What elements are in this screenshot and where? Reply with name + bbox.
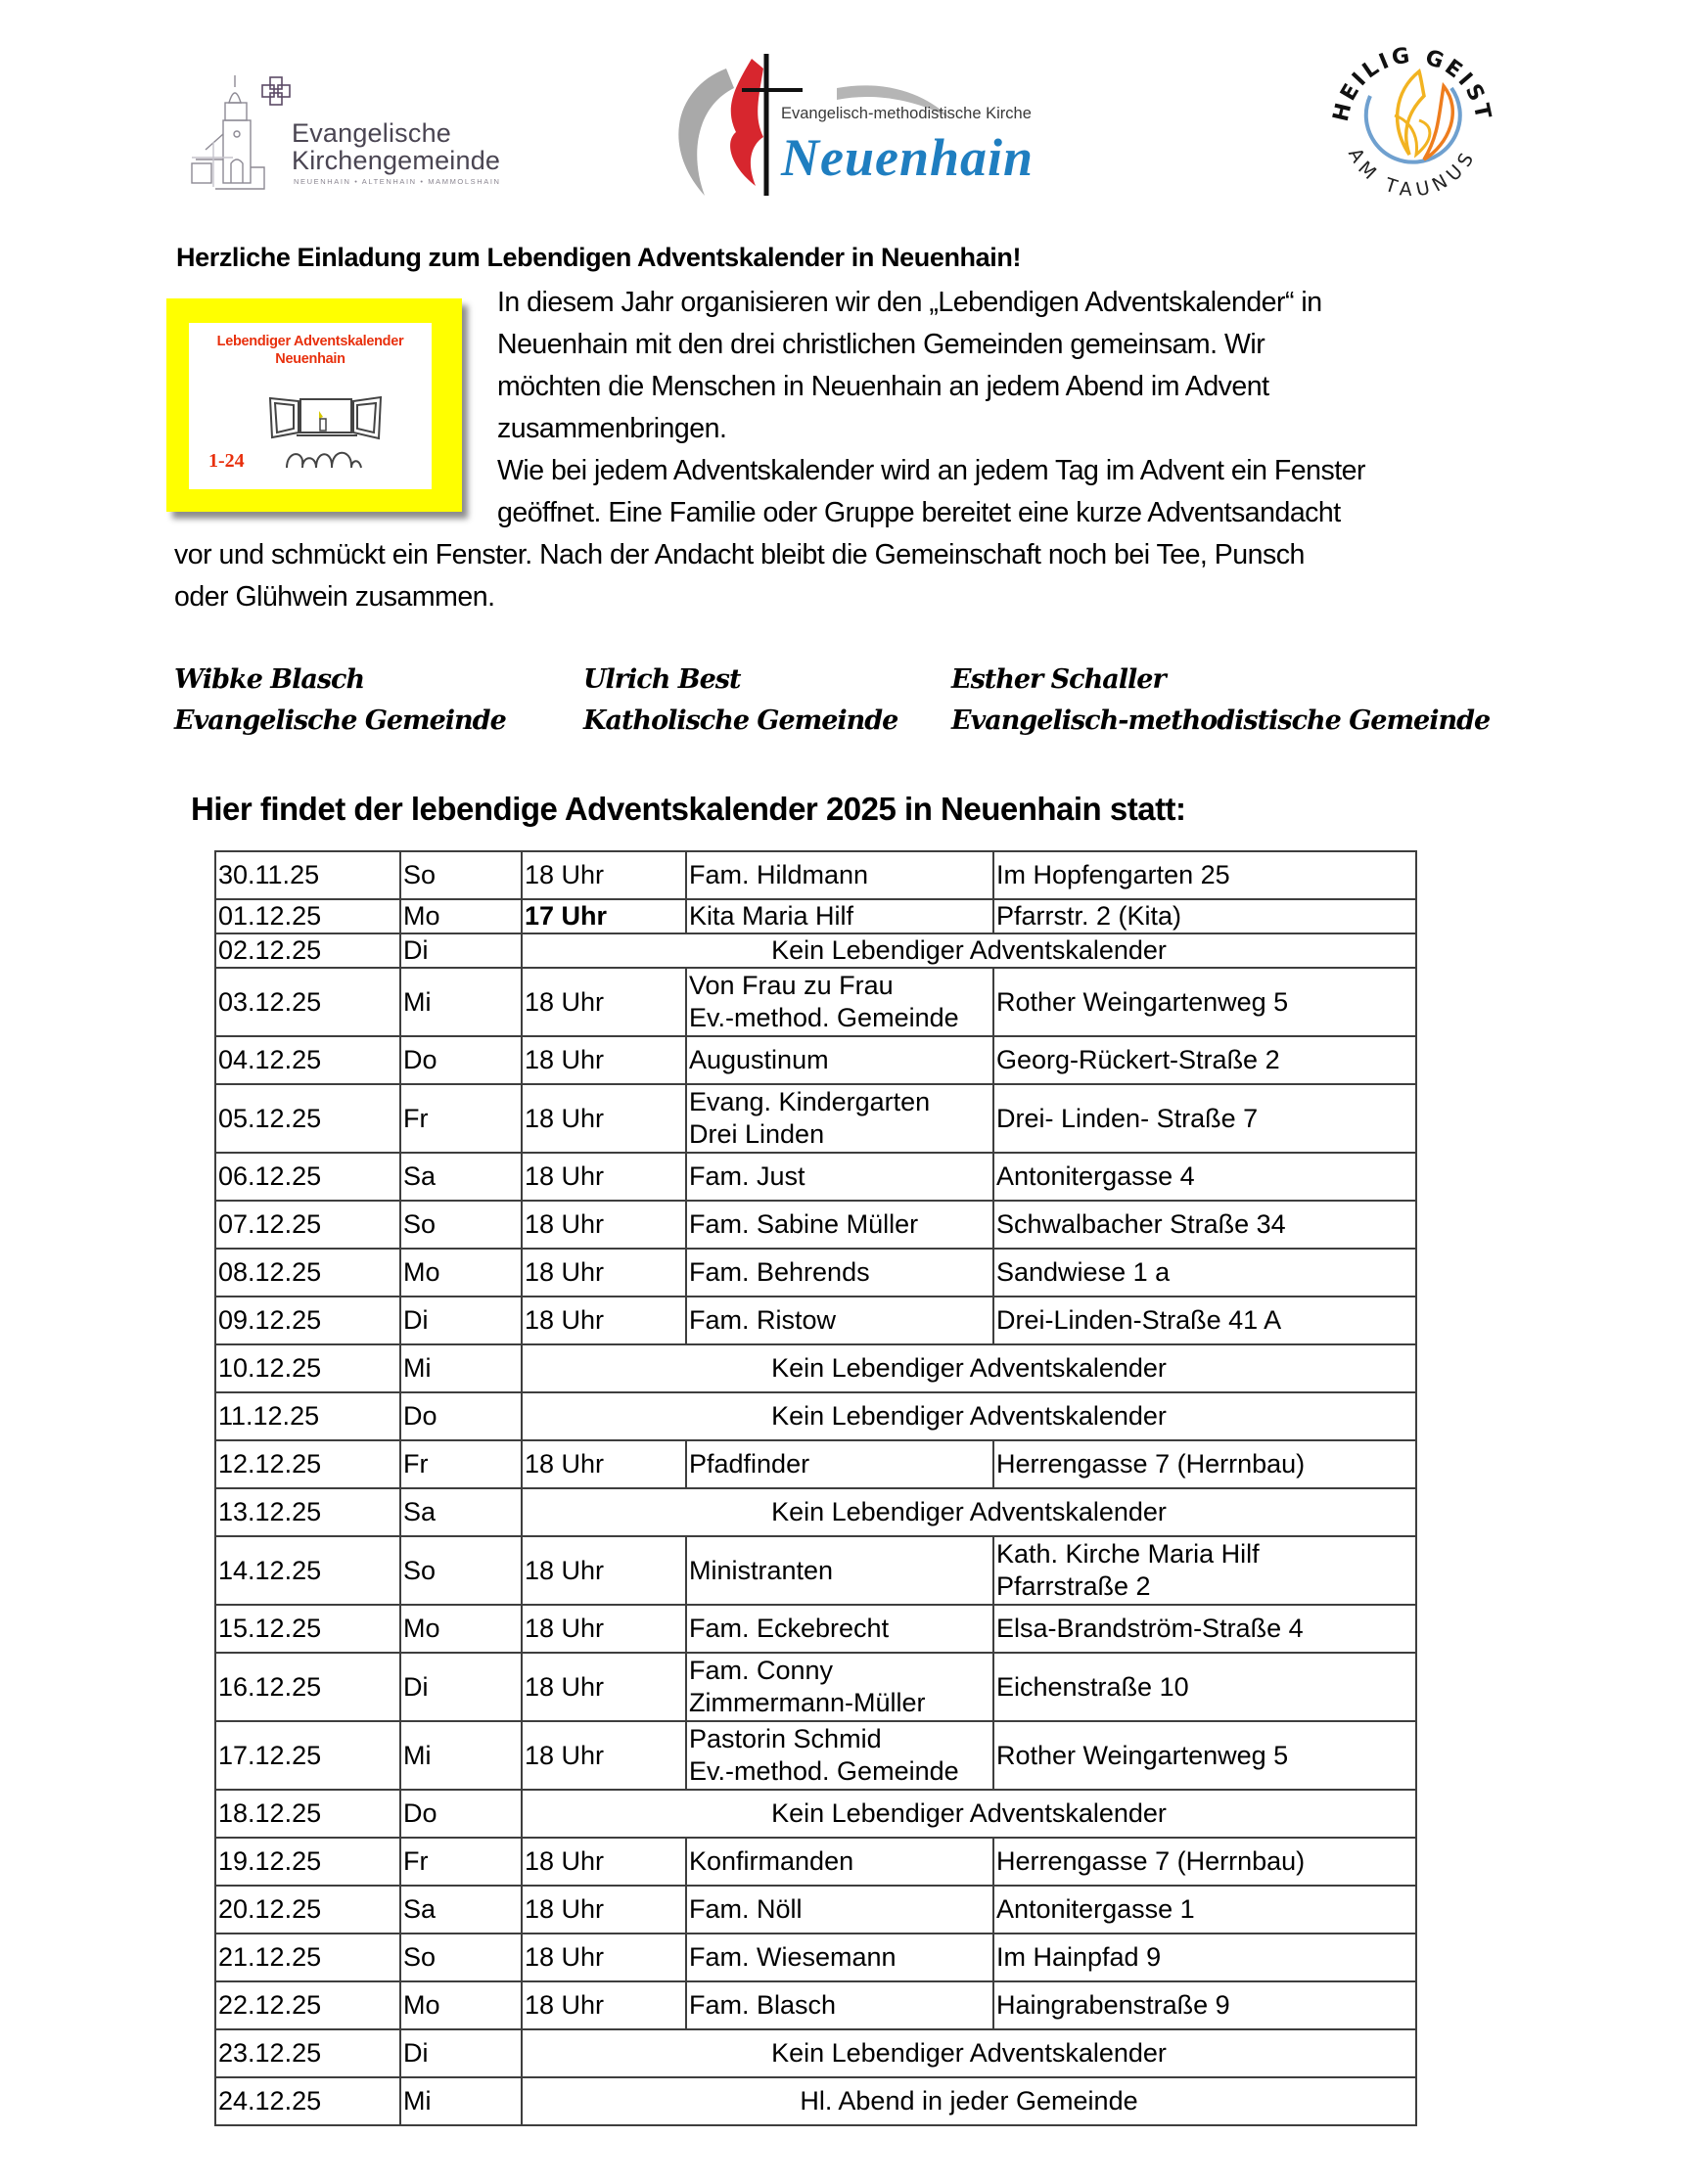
address-line: Im Hopfengarten 25 (996, 860, 1230, 889)
cell-address (993, 1084, 1416, 1153)
paragraph-line: Neuenhain mit den drei christlichen Gemeinden gemeinsam. Wir (497, 329, 1265, 360)
logo-text-line2: Kirchengemeinde (292, 146, 501, 175)
logo-subline: NEUENHAIN • ALTENHAIN • MAMMOLSHAIN (294, 177, 501, 186)
paragraph-line: In diesem Jahr organisieren wir den „Lebendigen Adventskalender“ in (497, 287, 1322, 318)
cell-day: Sa (400, 1153, 522, 1201)
host-line: Konfirmanden (689, 1846, 854, 1876)
table-row (215, 1488, 1416, 1536)
paragraph-line: möchten die Menschen in Neuenhain an jedem Abend im Advent (497, 371, 1269, 402)
cell-host (686, 1036, 993, 1084)
address-line: Elsa-Brandström-Straße 4 (996, 1614, 1304, 1643)
table-row (215, 933, 1416, 968)
cell-day: Mi (400, 2077, 522, 2125)
signature-name: Esther Schaller (951, 664, 1166, 695)
cell-note: Kein Lebendiger Adventskalender (522, 2029, 1416, 2077)
cell-host (686, 1297, 993, 1344)
cell-note: Kein Lebendiger Adventskalender (522, 1488, 1416, 1536)
advent-calendar-image-inner (189, 323, 432, 489)
cell-host (686, 1653, 993, 1721)
paragraph-line: geöffnet. Eine Familie oder Gruppe bereitet eine kurze Adventsandacht (497, 497, 1341, 528)
cell-date: 18.12.25 (215, 1790, 400, 1838)
table-row (215, 2077, 1416, 2125)
table-row (215, 1392, 1416, 1440)
cell-date: 09.12.25 (215, 1297, 400, 1344)
signature-katholisch (583, 660, 897, 742)
signature-name: Wibke Blasch (174, 664, 365, 695)
cell-time: 18 Uhr (522, 1981, 686, 2029)
image-title-line1: Lebendiger Adventskalender (216, 334, 404, 349)
dove-flame-icon (1326, 37, 1497, 199)
host-line: Fam. Eckebrecht (689, 1614, 890, 1643)
cell-address (993, 1934, 1416, 1981)
logo-heilig-geist (1326, 37, 1497, 199)
schedule-heading: Hier findet der lebendige Adventskalender 2025 in Neuenhain statt: (191, 791, 1186, 827)
cell-time: 18 Uhr (522, 1934, 686, 1981)
host-line: Ev.-method. Gemeinde (689, 1003, 959, 1032)
cell-time: 18 Uhr (522, 851, 686, 899)
cell-day: Fr (400, 1084, 522, 1153)
cell-host (686, 1084, 993, 1153)
cell-host (686, 899, 993, 933)
cell-address (993, 1838, 1416, 1886)
cell-time: 18 Uhr (522, 1838, 686, 1886)
table-row (215, 1536, 1416, 1605)
address-line: Haingrabenstraße 9 (996, 1990, 1230, 2020)
host-line: Ministranten (689, 1555, 834, 1585)
table-row (215, 1084, 1416, 1153)
cell-note: Hl. Abend in jeder Gemeinde (522, 2077, 1416, 2125)
cell-time: 18 Uhr (522, 968, 686, 1036)
cell-date: 14.12.25 (215, 1536, 400, 1605)
schedule-table (214, 850, 1417, 2126)
signature-name: Ulrich Best (583, 664, 741, 695)
cell-day: Di (400, 2029, 522, 2077)
cell-time: 17 Uhr (522, 899, 686, 933)
cell-host (686, 1536, 993, 1605)
cell-date: 20.12.25 (215, 1886, 400, 1934)
cell-day: Mi (400, 1721, 522, 1790)
table-row (215, 1153, 1416, 1201)
cell-date: 23.12.25 (215, 2029, 400, 2077)
table-row (215, 1721, 1416, 1790)
signature-evangelisch (174, 660, 506, 742)
cell-time: 18 Uhr (522, 1297, 686, 1344)
address-line: Herrengasse 7 (Herrnbau) (996, 1449, 1306, 1479)
host-line: Drei Linden (689, 1119, 825, 1149)
cell-address (993, 1297, 1416, 1344)
paragraph-line: vor und schmückt ein Fenster. Nach der Andacht bleibt die Gemeinschaft noch bei Tee, Punsch (174, 539, 1305, 570)
cell-time: 18 Uhr (522, 1440, 686, 1488)
table-row (215, 1653, 1416, 1721)
cell-date: 30.11.25 (215, 851, 400, 899)
cell-date: 05.12.25 (215, 1084, 400, 1153)
signature-community: Katholische Gemeinde (583, 705, 898, 736)
host-line: Evang. Kindergarten (689, 1087, 931, 1116)
cell-time: 18 Uhr (522, 1653, 686, 1721)
cell-day: Mo (400, 899, 522, 933)
cell-time: 18 Uhr (522, 1721, 686, 1790)
logo-evangelische-kirchengemeinde (186, 73, 499, 196)
cell-day: Do (400, 1392, 522, 1440)
address-line: Im Hainpfad 9 (996, 1942, 1162, 1972)
address-line: Eichenstraße 10 (996, 1671, 1189, 1702)
cell-host (686, 968, 993, 1036)
cell-address (993, 851, 1416, 899)
table-row (215, 1934, 1416, 1981)
cell-date: 15.12.25 (215, 1605, 400, 1653)
cell-date: 16.12.25 (215, 1653, 400, 1721)
host-line: Pastorin Schmid (689, 1724, 882, 1753)
table-row (215, 1981, 1416, 2029)
cell-address (993, 1981, 1416, 2029)
cell-date: 04.12.25 (215, 1036, 400, 1084)
cell-host (686, 1440, 993, 1488)
cell-note: Kein Lebendiger Adventskalender (522, 933, 1416, 968)
table-row (215, 1790, 1416, 1838)
cell-day: So (400, 1201, 522, 1249)
cell-day: Mo (400, 1605, 522, 1653)
logo-emk-neuenhain (666, 49, 1077, 201)
church-icon (186, 73, 294, 196)
table-row (215, 1838, 1416, 1886)
host-line: Zimmermann-Müller (689, 1688, 926, 1717)
cell-day: Do (400, 1790, 522, 1838)
table-row (215, 1344, 1416, 1392)
logo-bottom-text: AM TAUNUS (1343, 144, 1481, 199)
host-line: Fam. Sabine Müller (689, 1209, 919, 1239)
svg-text:AM TAUNUS (1344, 145, 1481, 199)
cell-address (993, 1536, 1416, 1605)
address-line: Schwalbacher Straße 34 (996, 1209, 1286, 1239)
cell-host (686, 1981, 993, 2029)
cell-time: 18 Uhr (522, 1084, 686, 1153)
logo-tagline: Evangelisch-methodistische Kirche (781, 105, 1032, 122)
paragraph-line: zusammenbringen. (497, 413, 727, 444)
host-line: Fam. Hildmann (689, 860, 869, 889)
cell-date: 10.12.25 (215, 1344, 400, 1392)
cell-day: So (400, 851, 522, 899)
cell-date: 02.12.25 (215, 933, 400, 968)
cell-address (993, 968, 1416, 1036)
cell-time: 18 Uhr (522, 1201, 686, 1249)
address-line: Antonitergasse 1 (996, 1894, 1195, 1924)
cell-day: Do (400, 1036, 522, 1084)
cell-host (686, 1201, 993, 1249)
cell-date: 24.12.25 (215, 2077, 400, 2125)
address-line: Rother Weingartenweg 5 (996, 986, 1289, 1017)
table-row (215, 1605, 1416, 1653)
address-line: Herrengasse 7 (Herrnbau) (996, 1846, 1306, 1876)
table-row (215, 2029, 1416, 2077)
cell-day: So (400, 1536, 522, 1605)
host-line: Fam. Ristow (689, 1305, 837, 1335)
cell-host (686, 1605, 993, 1653)
cell-note: Kein Lebendiger Adventskalender (522, 1344, 1416, 1392)
invitation-heading: Herzliche Einladung zum Lebendigen Adventskalender in Neuenhain! (176, 243, 1022, 272)
cell-address (993, 1201, 1416, 1249)
address-line: Antonitergasse 4 (996, 1161, 1195, 1191)
cell-address (993, 1036, 1416, 1084)
cell-address (993, 1653, 1416, 1721)
address-line: Pfarrstraße 2 (996, 1571, 1151, 1601)
paragraph-line: oder Glühwein zusammen. (174, 581, 495, 613)
advent-calendar-image (166, 298, 462, 512)
cell-date: 11.12.25 (215, 1392, 400, 1440)
cell-day: So (400, 1934, 522, 1981)
host-line: Augustinum (689, 1045, 829, 1074)
host-line: Von Frau zu Frau (689, 971, 894, 1000)
table-row (215, 968, 1416, 1036)
cell-address (993, 899, 1416, 933)
image-title-line2: Neuenhain (275, 351, 345, 367)
address-line: Drei-Linden-Straße 41 A (996, 1305, 1282, 1335)
cell-date: 01.12.25 (215, 899, 400, 933)
cell-day: Di (400, 1653, 522, 1721)
signature-community: Evangelisch-methodistische Gemeinde (951, 705, 1491, 736)
cell-date: 17.12.25 (215, 1721, 400, 1790)
cell-address (993, 1886, 1416, 1934)
cell-day: Fr (400, 1838, 522, 1886)
cell-host (686, 1838, 993, 1886)
address-line: Georg-Rückert-Straße 2 (996, 1045, 1280, 1074)
cell-day: Sa (400, 1488, 522, 1536)
cell-address (993, 1153, 1416, 1201)
address-line: Sandwiese 1 a (996, 1257, 1171, 1287)
cell-host (686, 1153, 993, 1201)
address-line: Rother Weingartenweg 5 (996, 1740, 1289, 1770)
cell-date: 07.12.25 (215, 1201, 400, 1249)
cell-host (686, 1886, 993, 1934)
cell-date: 22.12.25 (215, 1981, 400, 2029)
cell-address (993, 1249, 1416, 1297)
paragraph-line: Wie bei jedem Adventskalender wird an jedem Tag im Advent ein Fenster (497, 455, 1365, 486)
cell-note: Kein Lebendiger Adventskalender (522, 1790, 1416, 1838)
cell-time: 18 Uhr (522, 1249, 686, 1297)
host-line: Fam. Conny (689, 1656, 834, 1685)
table-row (215, 1440, 1416, 1488)
table-row (215, 851, 1416, 899)
cell-time: 18 Uhr (522, 1153, 686, 1201)
table-row (215, 1297, 1416, 1344)
host-line: Ev.-method. Gemeinde (689, 1756, 959, 1786)
cell-day: Mi (400, 968, 522, 1036)
cell-host (686, 1721, 993, 1790)
cell-day: Di (400, 933, 522, 968)
cell-day: Mi (400, 1344, 522, 1392)
host-line: Pfadfinder (689, 1449, 810, 1479)
cell-time: 18 Uhr (522, 1036, 686, 1084)
cell-address (993, 1440, 1416, 1488)
host-line: Fam. Behrends (689, 1257, 870, 1287)
cell-date: 03.12.25 (215, 968, 400, 1036)
cell-date: 21.12.25 (215, 1934, 400, 1981)
host-line: Fam. Wiesemann (689, 1942, 897, 1972)
host-line: Fam. Nöll (689, 1894, 803, 1924)
table-row (215, 1886, 1416, 1934)
cell-host (686, 1249, 993, 1297)
table-row (215, 1036, 1416, 1084)
cell-time: 18 Uhr (522, 1605, 686, 1653)
cell-day: Di (400, 1297, 522, 1344)
logo-text-line1: Evangelische (292, 118, 452, 148)
cell-date: 08.12.25 (215, 1249, 400, 1297)
host-line: Kita Maria Hilf (689, 901, 854, 931)
cell-host (686, 1934, 993, 1981)
cell-time: 18 Uhr (522, 1886, 686, 1934)
cell-address (993, 1605, 1416, 1653)
cell-day: Mo (400, 1981, 522, 2029)
cell-host (686, 851, 993, 899)
cell-note: Kein Lebendiger Adventskalender (522, 1392, 1416, 1440)
signature-community: Evangelische Gemeinde (174, 705, 506, 736)
cell-day: Mo (400, 1249, 522, 1297)
cell-time: 18 Uhr (522, 1536, 686, 1605)
signature-methodistisch (951, 660, 1490, 742)
image-range: 1-24 (208, 450, 245, 472)
table-row (215, 1249, 1416, 1297)
logo-top-text: HEILIG GEIST (1328, 43, 1496, 124)
logo-name: Neuenhain (781, 128, 1035, 187)
cell-day: Fr (400, 1440, 522, 1488)
host-line: Fam. Just (689, 1161, 805, 1191)
address-line: Drei- Linden- Straße 7 (996, 1103, 1259, 1133)
cell-date: 06.12.25 (215, 1153, 400, 1201)
host-line: Fam. Blasch (689, 1990, 837, 2020)
cell-date: 12.12.25 (215, 1440, 400, 1488)
cell-date: 13.12.25 (215, 1488, 400, 1536)
address-line: Kath. Kirche Maria Hilf (996, 1539, 1260, 1569)
table-row (215, 1201, 1416, 1249)
cell-address (993, 1721, 1416, 1790)
cell-day: Sa (400, 1886, 522, 1934)
address-line: Pfarrstr. 2 (Kita) (996, 901, 1182, 931)
cell-date: 19.12.25 (215, 1838, 400, 1886)
table-row (215, 899, 1416, 933)
